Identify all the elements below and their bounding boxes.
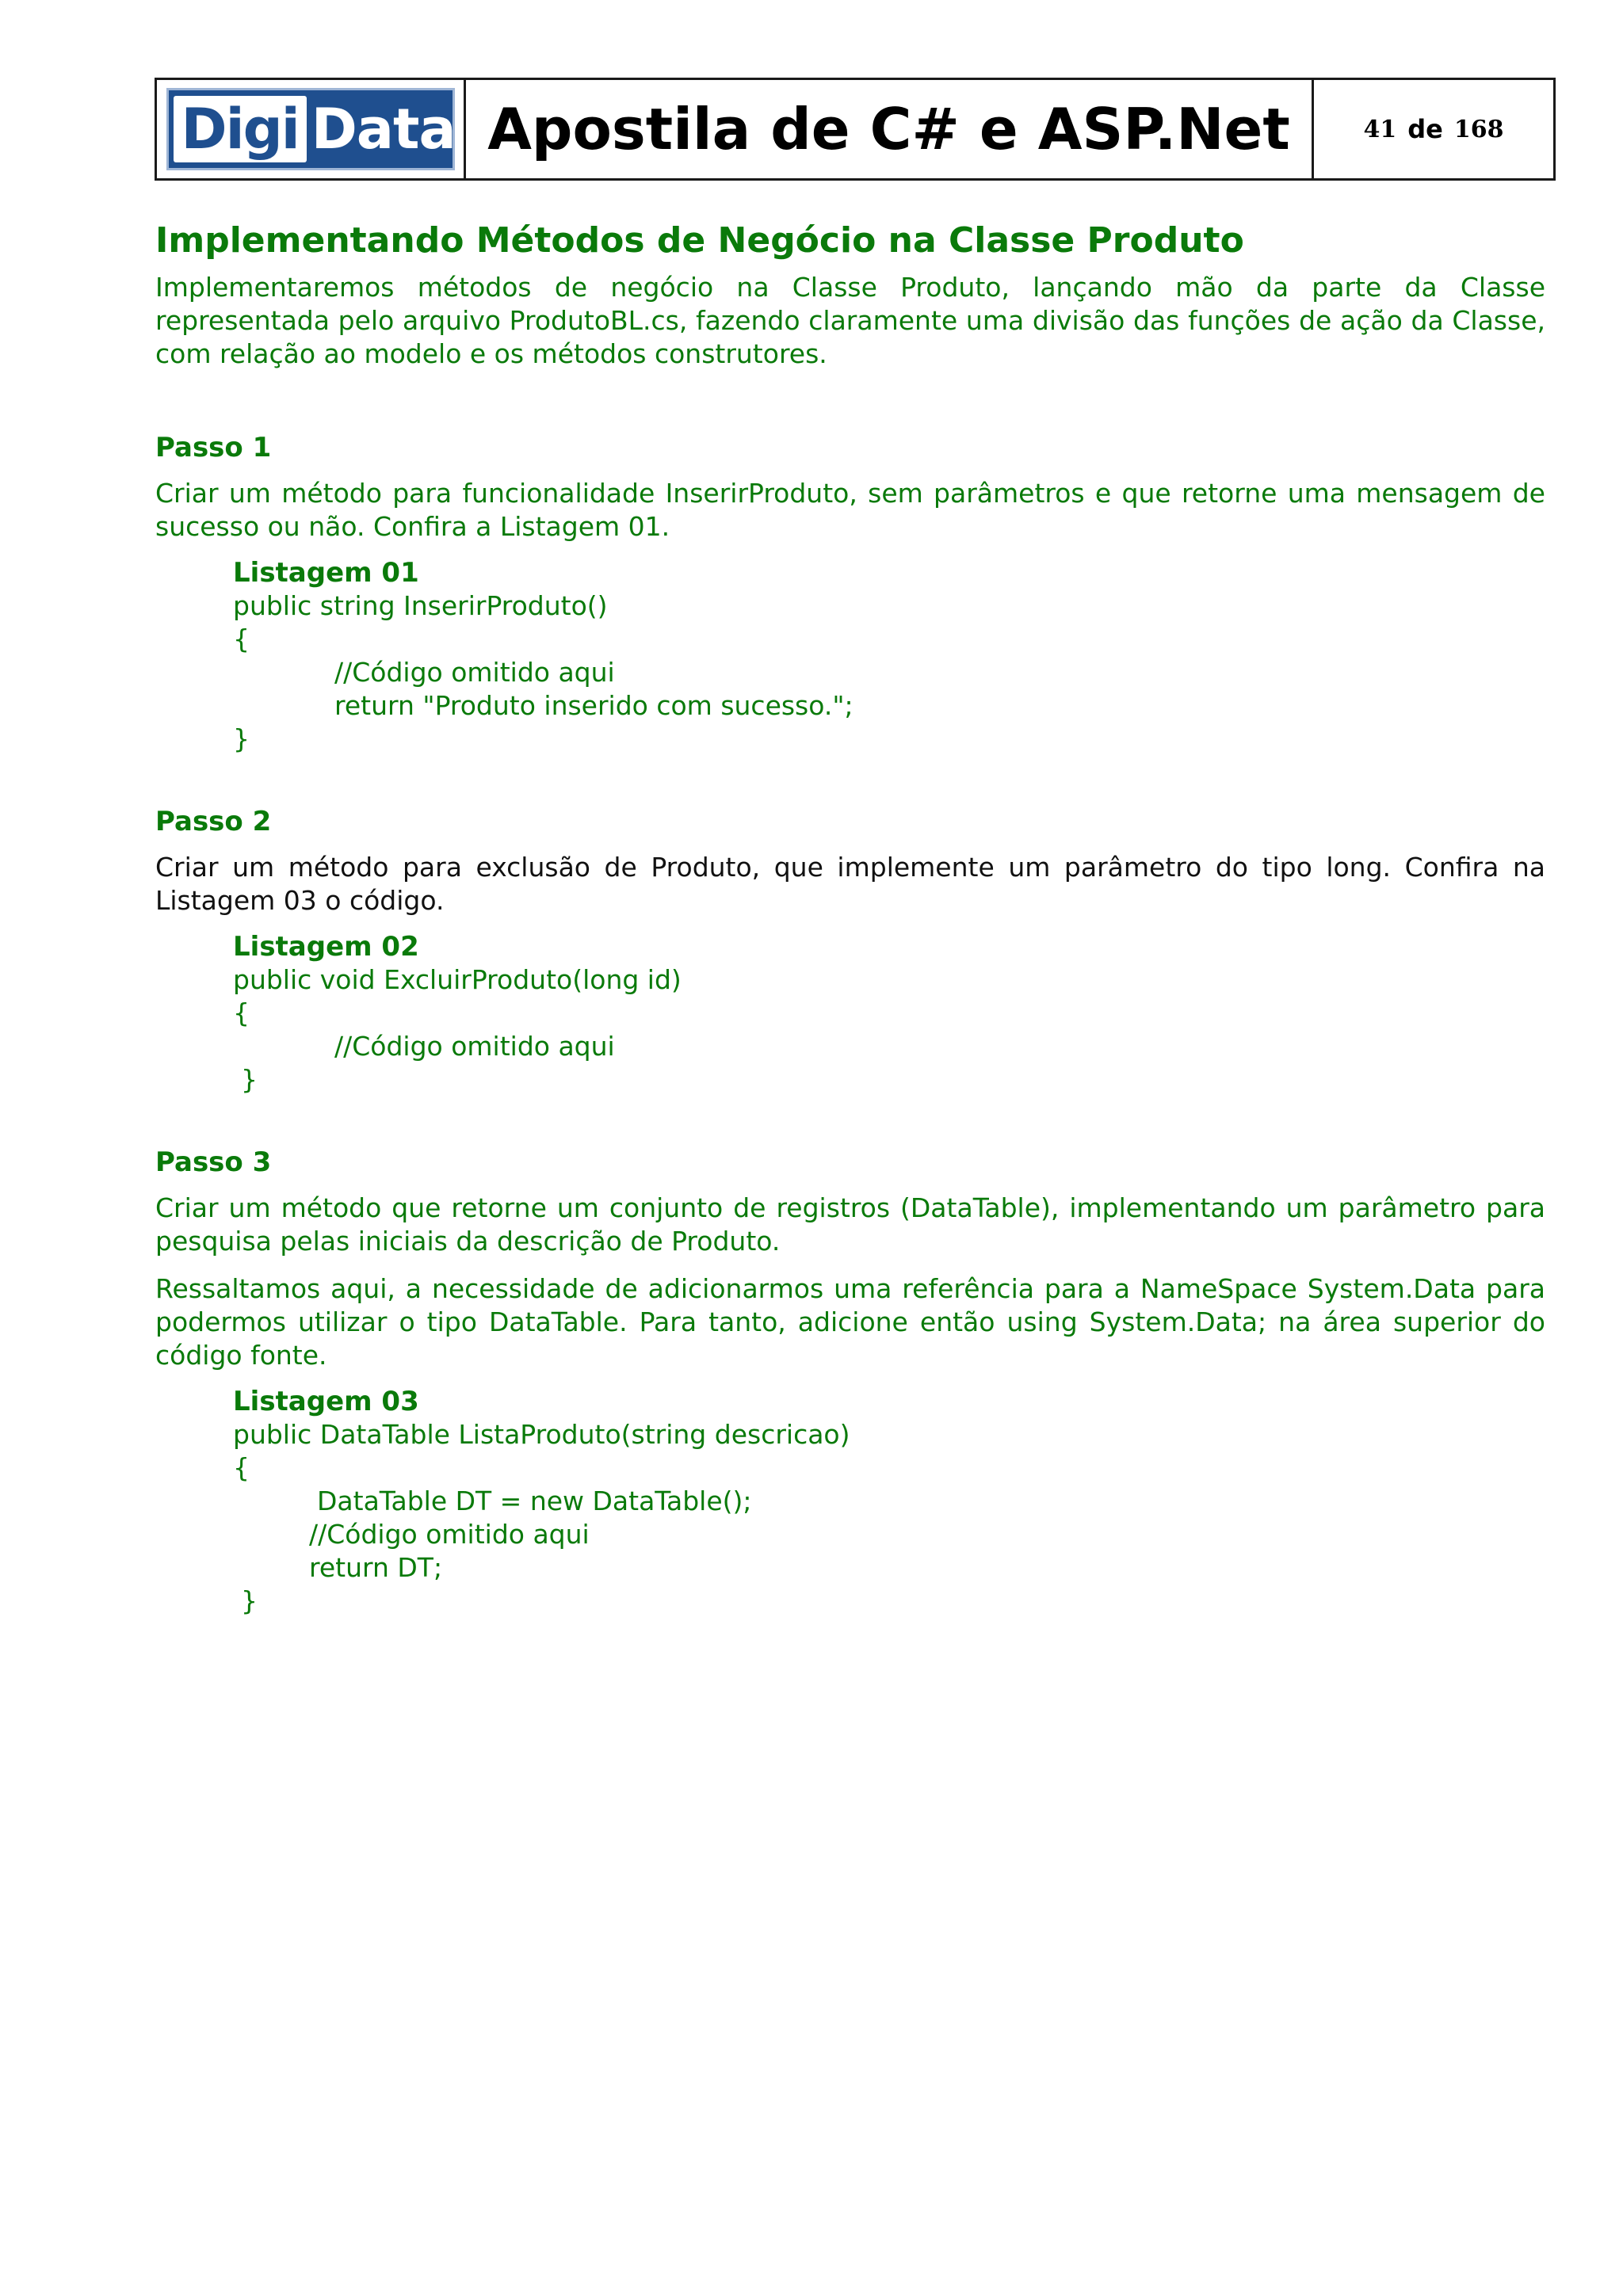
- code-line: public void ExcluirProduto(long id): [233, 964, 682, 995]
- logo-digi-text: Digi: [174, 96, 307, 162]
- code-line: public DataTable ListaProduto(string descricao): [233, 1419, 850, 1450]
- code-line: return "Produto inserido com sucesso.";: [334, 690, 854, 721]
- listing-03: [233, 1385, 1545, 1618]
- intro-paragraph: Implementaremos métodos de negócio na Classe Produto, lançando mão da parte da Classe representada pelo arquivo ProdutoBL.cs, fazendo claramente uma divisão das funções de ação da Classe, com relação ao modelo e os métodos construtores.: [155, 272, 1545, 369]
- code-line: }: [233, 723, 250, 754]
- listing-03-title: Listagem 03: [233, 1386, 419, 1417]
- code-line: }: [241, 1585, 258, 1616]
- document-title: Apostila de C# e ASP.Net: [466, 80, 1314, 178]
- code-line: }: [241, 1064, 258, 1095]
- logo-cell: [157, 80, 466, 178]
- step-2-title: Passo 2: [155, 806, 272, 837]
- page-separator: de: [1407, 114, 1443, 144]
- listing-01-title: Listagem 01: [233, 557, 419, 589]
- code-line: {: [233, 997, 250, 1028]
- code-line: return DT;: [309, 1552, 443, 1583]
- step-3-text-2: Ressaltamos aqui, a necessidade de adicionarmos uma referência para a NameSpace System.Data para podermos utilizar o tipo DataTable. Para tanto, adicione então using System.Data; na área superior do código fonte.: [155, 1273, 1545, 1371]
- code-line: //Código omitido aqui: [334, 657, 615, 688]
- logo-data-text: Data: [311, 97, 456, 162]
- code-line: {: [233, 624, 250, 654]
- step-1-text: Criar um método para funcionalidade InserirProduto, sem parâmetros e que retorne uma mensagem de sucesso ou não. Confira a Listagem 01.: [155, 478, 1545, 542]
- step-3-title: Passo 3: [155, 1146, 272, 1178]
- digidata-logo: [166, 88, 455, 170]
- page-content: [155, 215, 1545, 1618]
- section-title: Implementando Métodos de Negócio na Classe Produto: [155, 220, 1244, 261]
- page-number: [1314, 80, 1553, 178]
- code-line: DataTable DT = new DataTable();: [317, 1486, 752, 1516]
- page-current: 41: [1363, 115, 1397, 143]
- listing-02: [233, 930, 1545, 1097]
- page-total: 168: [1453, 115, 1504, 143]
- step-3-text: Criar um método que retorne um conjunto de registros (DataTable), implementando um parâmetro para pesquisa pelas iniciais da descrição de Produto.: [155, 1192, 1545, 1257]
- code-line: //Código omitido aqui: [309, 1519, 590, 1550]
- step-1-title: Passo 1: [155, 432, 272, 463]
- listing-01: [233, 556, 1545, 756]
- page-header: [155, 78, 1556, 181]
- listing-02-title: Listagem 02: [233, 931, 419, 963]
- step-2-text: Criar um método para exclusão de Produto, que implemente um parâmetro do tipo long. Confira na Listagem 03 o código.: [155, 852, 1545, 916]
- code-line: public string InserirProduto(): [233, 590, 608, 621]
- code-line: {: [233, 1452, 250, 1483]
- code-line: //Código omitido aqui: [334, 1031, 615, 1062]
